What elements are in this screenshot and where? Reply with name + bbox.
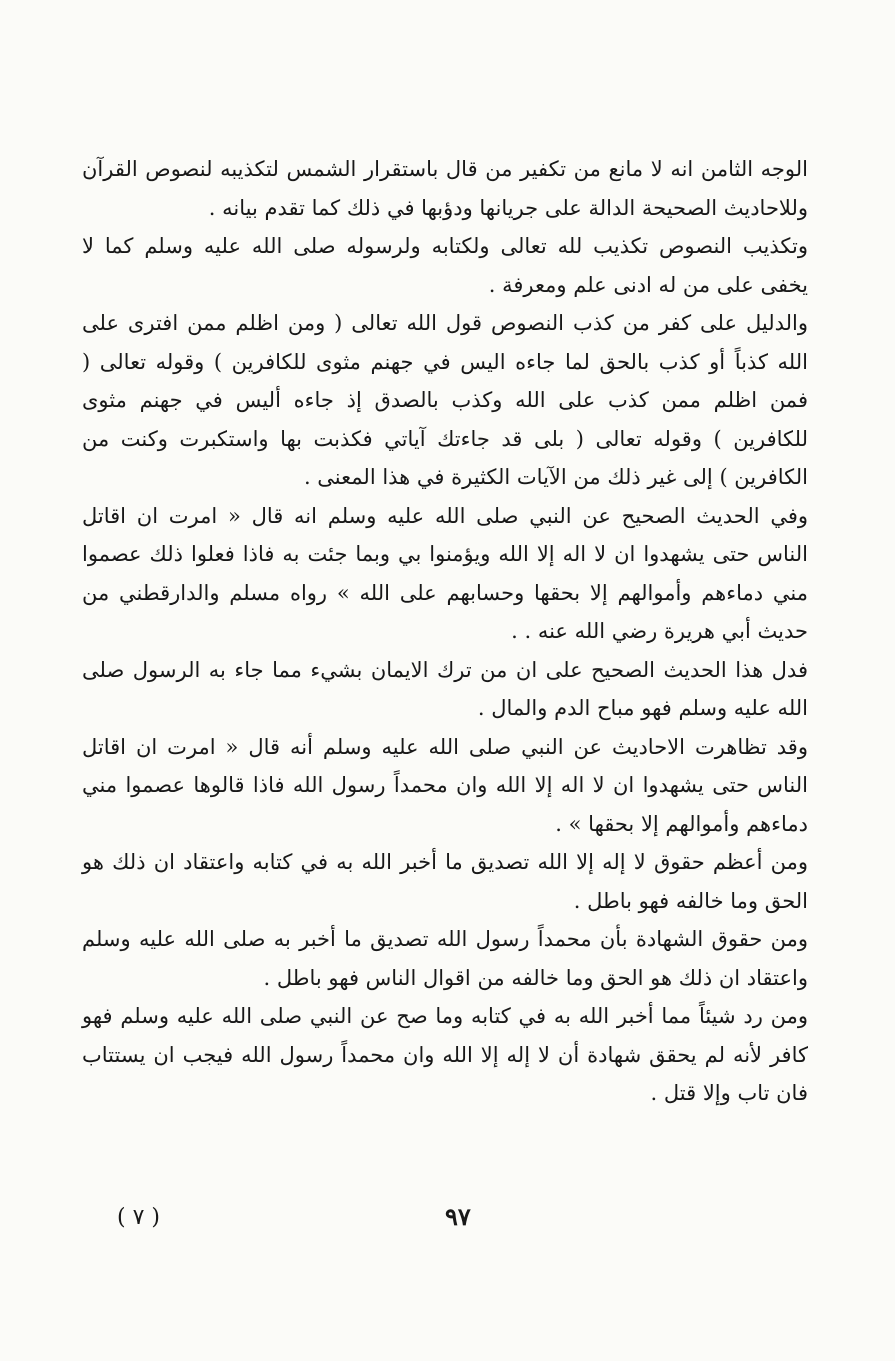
paragraph-hadith-muslim: وفي الحديث الصحيح عن النبي صلى الله عليه وسلم انه قال « امرت ان اقاتل الناس حتى يشهدوا ان لا اله إلا الله ويؤمنوا بي وبما جئت به فاذا فعلوا ذلك عصموا مني دماءهم وأموالهم إلا بحقها وحسابهم على الله » رواه مسلم والدارقطني من حديث أبي هريرة رضي الله عنه . . bbox=[82, 503, 808, 643]
paragraph-hadith-corroboration: وقد تظاهرت الاحاديث عن النبي صلى الله عليه وسلم أنه قال « امرت ان اقاتل الناس حتى يشهدوا ان لا اله إلا الله وان محمداً رسول الله فاذا قالوها عصموا مني دماءهم وأموالهم إلا بحقها » . bbox=[82, 734, 808, 836]
paragraph-denial-of-texts: وتكذيب النصوص تكذيب لله تعالى ولكتابه ولرسوله صلى الله عليه وسلم كما لا يخفى على من له ادنى علم ومعرفة . bbox=[82, 234, 808, 297]
paragraph-eighth-aspect: الوجه الثامن انه لا مانع من تكفير من قال باستقرار الشمس لتكذيبه لنصوص القرآن وللاحاديث الصحيحة الدالة على جريانها ودؤبها في ذلك كما تقدم بيانه . bbox=[82, 157, 808, 220]
paragraph-hadith-implication: فدل هذا الحديث الصحيح على ان من ترك الايمان بشيء مما جاء به الرسول صلى الله عليه وسلم فهو مباح الدم والمال . bbox=[82, 657, 808, 720]
paragraph-evidence-quran: والدليل على كفر من كذب النصوص قول الله تعالى ( ومن اظلم ممن افترى على الله كذباً أو كذب بالحق لما جاءه اليس في جهنم مثوى للكافرين ) وقوله تعالى ( فمن اظلم ممن كذب على الله وكذب بالصدق إذ جاءه أليس في جهنم مثوى للكافرين ) وقوله تعالى ( بلى قد جاءتك آياتي فكذبت بها واستكبرت وكنت من الكافرين ) إلى غير ذلك من الآيات الكثيرة في هذا المعنى . bbox=[82, 311, 808, 489]
page-number: ٩٧ bbox=[445, 1202, 471, 1231]
paragraph-ruling: ومن رد شيئاً مما أخبر الله به في كتابه وما صح عن النبي صلى الله عليه وسلم فهو كافر لأنه لم يحقق شهادة أن لا إله إلا الله وان محمداً رسول الله فيجب ان يستتاب فان تاب وإلا قتل . bbox=[82, 1004, 808, 1105]
paragraph-rights-of-tawhid: ومن أعظم حقوق لا إله إلا الله تصديق ما أخبر الله به في كتابه واعتقاد ان ذلك هو الحق وما خالفه فهو باطل . bbox=[82, 850, 808, 913]
signature-mark: ( ٧ ) bbox=[117, 1205, 160, 1230]
body-text bbox=[82, 150, 808, 1113]
page-footer bbox=[0, 1200, 895, 1240]
paragraph-rights-of-shahada: ومن حقوق الشهادة بأن محمداً رسول الله تصديق ما أخبر به صلى الله عليه وسلم واعتقاد ان ذلك هو الحق وما خالفه من اقوال الناس فهو باطل . bbox=[82, 927, 808, 990]
